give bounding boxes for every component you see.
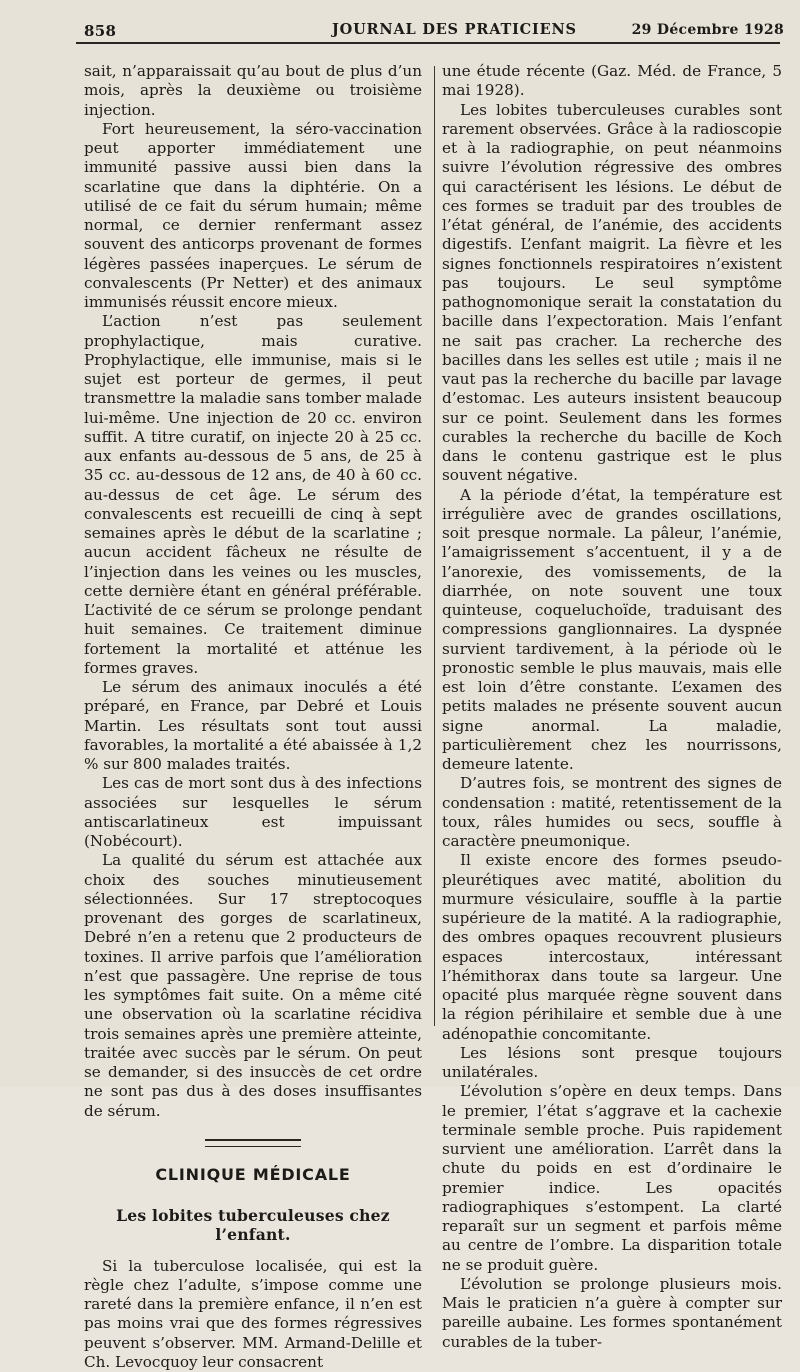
paragraph: Si la tuberculose localisée, qui est la règle chez l’adulte, s’impose comme une rareté dans la première enfance, il n’en est pas moins vrai que des formes régressives peuvent s’observer. MM. Armand-Delille et Ch. Levocquoy leur consacrent	[84, 1257, 422, 1372]
paragraph: une étude récente (Gaz. Méd. de France, 5 mai 1928).	[442, 62, 782, 101]
right-column	[442, 62, 782, 1352]
page-number: 858	[84, 22, 116, 40]
header-rule	[76, 42, 780, 44]
paragraph: Il existe encore des formes pseudo-pleurétiques avec matité, abolition du murmure vésiculaire, souffle à la partie supérieure de la matité. A la radiographie, des ombres opaques recouvrent plusieurs espaces intercostaux, intéressant l’hémithorax dans toute sa largeur. Une opacité plus marquée règne souvent dans la région périhilaire et semble due à une adénopathie concomitante.	[442, 851, 782, 1044]
paragraph: Fort heureusement, la séro-vaccination peut apporter immédiatement une immunité passive aussi bien dans la scarlatine que dans la diphtérie. On a utilisé de ce fait du sérum humain; même normal, ce dernier renfermant assez souvent des anticorps provenant de formes légères passées inaperçues. Le sérum de convalescents (Pr Netter) et des animaux immunisés réussit encore mieux.	[84, 120, 422, 313]
paragraph: sait, n’apparaissait qu’au bout de plus d’un mois, après la deuxième ou troisième injection.	[84, 62, 422, 120]
left-column	[84, 62, 422, 1372]
paragraph: Les lésions sont presque toujours unilatérales.	[442, 1044, 782, 1083]
paragraph: L’action n’est pas seulement prophylactique, mais curative. Prophylactique, elle immunise, mais si le sujet est porteur de germes, il peut transmettre la maladie sans tomber malade lui-même. Une injection de 20 cc. environ suffit. A titre curatif, on injecte 20 à 25 cc. aux enfants au-dessous de 5 ans, de 25 à 35 cc. au-dessous de 12 ans, de 40 à 60 cc. au-dessus de cet âge. Le sérum des convalescents est recueilli de cinq à sept semaines après le début de la scarlatine ; aucun accident fâcheux ne résulte de l’injection dans les veines ou les muscles, cette dernière étant en général préférable. L’activité de ce sérum se prolonge pendant huit semaines. Ce traitement diminue fortement la mortalité et atténue les formes graves.	[84, 312, 422, 678]
column-rule	[434, 66, 435, 1026]
journal-title: JOURNAL DES PRATICIENS	[332, 21, 577, 38]
paragraph: L’évolution s’opère en deux temps. Dans le premier, l’état s’aggrave et la cachexie terminale semble proche. Puis rapidement survient une amélioration. L’arrêt dans la chute du poids en est d’ordinaire le premier indice. Les opacités radiographiques s’estompent. La clarté reparaît sur un segment et parfois même au centre de l’ombre. La disparition totale ne se produit guère.	[442, 1082, 782, 1275]
paragraph: Les lobites tuberculeuses curables sont rarement observées. Grâce à la radioscopie et à la radiographie, on peut néanmoins suivre l’évolution régressive des ombres qui caractérisent les lésions. Le début de ces formes se traduit par des troubles de l’état général, de l’anémie, des accidents digestifs. L’enfant maigrit. La fièvre et les signes fonctionnels respiratoires n’existent pas toujours. Le seul symptôme pathognomonique serait la constatation du bacille dans l’expectoration. Mais l’enfant ne sait pas cracher. La recherche des bacilles dans les selles est utile ; mais il ne vaut pas la recherche du bacille par lavage d’estomac. Les auteurs insistent beaucoup sur ce point. Seulement dans les formes curables la recherche du bacille de Koch dans le contenu gastrique est le plus souvent négative.	[442, 101, 782, 486]
article-title: Les lobites tuberculeuses chez l’enfant.	[84, 1206, 422, 1245]
paragraph: La qualité du sérum est attachée aux choix des souches minutieusement sélectionnées. Sur 17 streptocoques provenant des gorges de scarlatineux, Debré n’en a retenu que 2 producteurs de toxines. Il arrive parfois que l’amélioration n’est que passagère. Une reprise de tous les symptômes fait suite. On a même cité une observation où la scarlatine récidiva trois semaines après une première atteinte, traitée avec succès par le sérum. On peut se demander, si des insuccès de cet ordre ne sont pas dus à des doses insuffisantes de sérum.	[84, 851, 422, 1121]
paragraph: A la période d’état, la température est irrégulière avec de grandes oscillations, soit presque normale. La pâleur, l’anémie, l’amaigrissement s’accentuent, il y a de l’anorexie, des vomissements, de la diarrhée, on note souvent une toux quinteuse, coqueluchoïde, traduisant des compressions ganglionnaires. La dyspnée survient tardivement, à la période où le pronostic semble le plus mauvais, mais elle est loin d’être constante. L’examen des petits malades ne présente souvent aucun signe anormal. La maladie, particulièrement chez les nourrissons, demeure latente.	[442, 486, 782, 775]
paragraph: D’autres fois, se montrent des signes de condensation : matité, retentissement de la toux, râles humides ou secs, souffle à caractère pneumonique.	[442, 774, 782, 851]
running-header	[84, 18, 784, 42]
paragraph: Les cas de mort sont dus à des infections associées sur lesquelles le sérum antiscarlatineux est impuissant (Nobécourt).	[84, 774, 422, 851]
paragraph: Le sérum des animaux inoculés a été préparé, en France, par Debré et Louis Martin. Les résultats sont tout aussi favorables, la mortalité a été abaissée à 1,2 % sur 800 malades traités.	[84, 678, 422, 774]
issue-date: 29 Décembre 1928	[632, 22, 784, 38]
section-divider	[205, 1139, 301, 1147]
section-heading: CLINIQUE MÉDICALE	[84, 1165, 422, 1184]
paragraph: L’évolution se prolonge plusieurs mois. Mais le praticien n’a guère à compter sur pareille aubaine. Les formes spontanément curables de la tuber-	[442, 1275, 782, 1352]
